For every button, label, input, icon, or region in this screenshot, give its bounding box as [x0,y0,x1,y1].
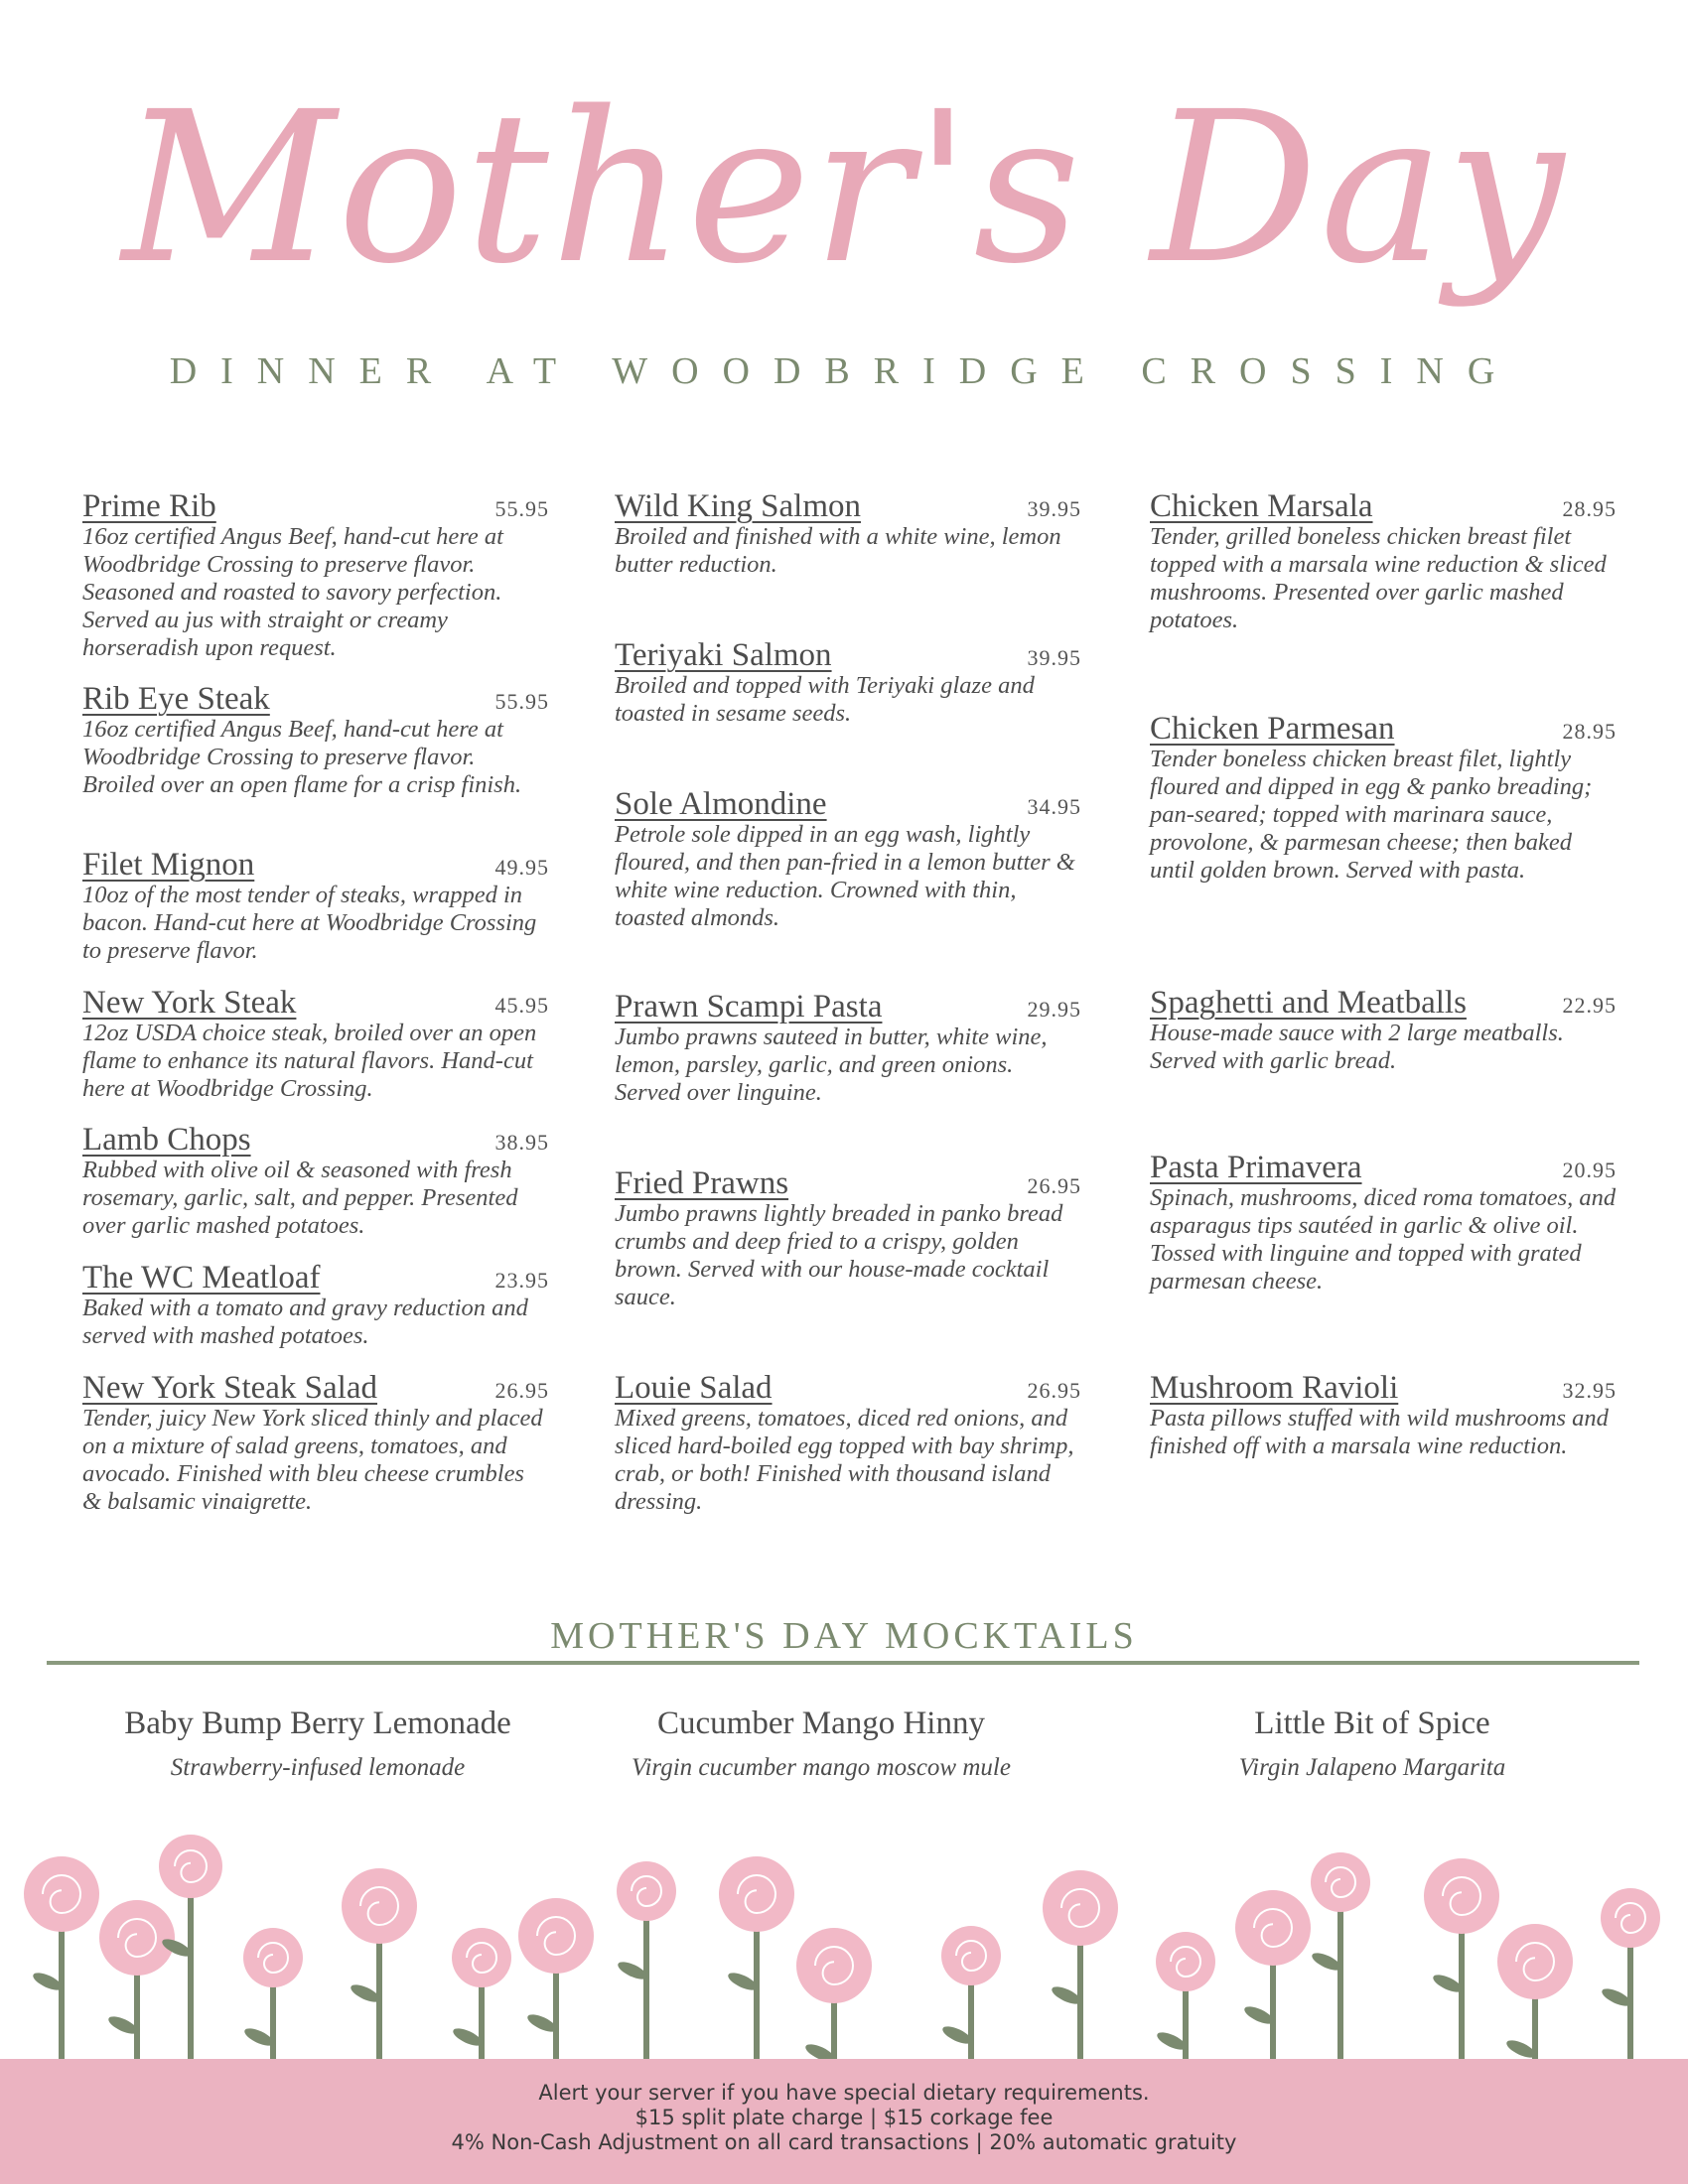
item-name: Teriyaki Salmon [615,637,832,673]
item-price: 34.95 [1027,794,1081,819]
item-price: 55.95 [494,689,549,714]
item-name: New York Steak Salad [82,1370,377,1406]
mocktail-name: Little Bit of Spice [1254,1706,1490,1741]
rose-bloom [452,1928,511,1987]
menu-item [82,1122,549,1240]
rose-bloom [99,1900,175,1976]
menu-item [1150,711,1617,885]
menu-item [615,1165,1081,1311]
menu-item [615,1370,1081,1516]
rose-bloom [719,1856,794,1932]
item-description: 10oz of the most tender of steaks, wrapped in bacon. Hand-cut here at Woodbridge Crossing to preserve flavor. [82,882,537,964]
menu-item [615,637,1081,728]
item-name: New York Steak [82,985,297,1021]
item-description: Tender, grilled boneless chicken breast filet topped with a marsala wine reduction & sliced mushrooms. Presented over garlic mashed potatoes. [1150,523,1607,633]
mocktail-name: Baby Bump Berry Lemonade [124,1706,511,1741]
mocktails-heading: MOTHER'S DAY MOCKTAILS [550,1615,1138,1657]
item-price: 28.95 [1562,719,1617,744]
item-price: 26.95 [1027,1173,1081,1198]
rose-group [24,1835,1660,2065]
item-description: 12oz USDA choice steak, broiled over an open flame to enhance its natural flavors. Hand-cut here at Woodbridge Crossing. [82,1020,537,1102]
rose-flower [796,1928,872,2065]
item-price: 38.95 [494,1130,549,1155]
item-price: 23.95 [494,1268,549,1293]
rose-bloom [243,1928,303,1987]
item-name: Fried Prawns [615,1165,789,1201]
footer-banner [0,2059,1688,2184]
item-name: Wild King Salmon [615,488,861,524]
menu-item [82,847,549,965]
menu-item [1150,488,1617,634]
item-name: Prawn Scampi Pasta [615,989,883,1024]
item-price: 22.95 [1562,993,1617,1018]
item-name: Lamb Chops [82,1122,251,1158]
rose-bloom [617,1861,676,1921]
menu-item [82,488,549,662]
item-name: Rib Eye Steak [82,681,270,717]
mocktails-divider [47,1661,1639,1665]
mocktail-item [1114,1706,1630,1782]
rose-flower [99,1900,175,2065]
item-description: House-made sauce with 2 large meatballs. Served with garlic bread. [1150,1020,1564,1074]
rose-flower [940,1926,1001,2065]
rose-bloom [1235,1890,1311,1966]
item-description: Pasta pillows stuffed with wild mushrooms and finished off with a marsala wine reduction. [1150,1405,1609,1459]
page-subtitle: DINNER AT WOODBRIDGE CROSSING [169,350,1519,392]
item-price: 39.95 [1027,496,1081,521]
mocktail-description: Virgin Jalapeno Margarita [1238,1754,1506,1781]
menu-item [82,1370,549,1516]
item-price: 32.95 [1562,1378,1617,1403]
rose-bloom [941,1926,1001,1985]
rose-bloom [1424,1858,1499,1934]
mocktail-item [60,1706,576,1782]
rose-bloom [1497,1924,1573,1999]
rose-flower [342,1868,417,2065]
rose-flower [616,1861,676,2065]
menu-item [615,989,1081,1107]
item-price: 20.95 [1562,1158,1617,1182]
item-name: Pasta Primavera [1150,1150,1362,1185]
item-name: Chicken Parmesan [1150,711,1395,747]
rose-bloom [1311,1852,1370,1912]
footer-line-gratuity: 4% Non-Cash Adjustment on all card transactions | 20% automatic gratuity [451,2130,1237,2154]
rose-bloom [24,1856,99,1932]
item-description: Tender boneless chicken breast filet, lightly floured and dipped in egg & panko breading; pan-seared; topped with marinara sauce, provolone, & parmesan cheese; then baked until golden brown. Served with pasta. [1150,746,1593,884]
menu-item [1150,1150,1617,1296]
item-description: Broiled and finished with a white wine, lemon butter reduction. [615,523,1061,578]
rose-flower [159,1835,222,2065]
item-price: 49.95 [494,855,549,880]
rose-flower [1155,1932,1215,2065]
item-name: Chicken Marsala [1150,488,1373,524]
item-description: Tender, juicy New York sliced thinly and placed on a mixture of salad greens, tomatoes, and avocado. Finished with bleu cheese crumbles & balsamic vinaigrette. [82,1405,543,1515]
item-price: 26.95 [494,1378,549,1403]
rose-bloom [342,1868,417,1944]
item-name: Mushroom Ravioli [1150,1370,1399,1406]
menu-item [82,985,549,1103]
rose-flower [1600,1888,1660,2065]
page-title: Mother's Day [121,67,1567,310]
item-description: Baked with a tomato and gravy reduction and served with mashed potatoes. [82,1295,528,1349]
rose-bloom [1156,1932,1215,1991]
item-price: 29.95 [1027,997,1081,1022]
rose-flower [1235,1890,1311,2065]
mocktail-description: Strawberry-infused lemonade [170,1754,466,1781]
menu-item [82,681,549,799]
rose-flower [1424,1858,1499,2065]
item-description: Jumbo prawns lightly breaded in panko bread crumbs and deep fried to a crispy, golden brown. Served with our house-made cocktail sauce. [615,1200,1063,1310]
item-description: Jumbo prawns sauteed in butter, white wine, lemon, parsley, garlic, and green onions. Served over linguine. [615,1024,1048,1106]
mocktail-name: Cucumber Mango Hinny [657,1706,985,1741]
roses-illustration [0,1827,1688,2065]
rose-flower [1310,1852,1370,2065]
item-name: Spaghetti and Meatballs [1150,985,1467,1021]
rose-flower [242,1928,303,2065]
mocktail-description: Virgin cucumber mango moscow mule [632,1754,1011,1781]
rose-bloom [796,1928,872,2003]
rose-bloom [518,1898,594,1974]
rose-flower [518,1898,594,2065]
item-price: 26.95 [1027,1378,1081,1403]
menu-item [615,488,1081,579]
item-description: 16oz certified Angus Beef, hand-cut here at Woodbridge Crossing to preserve flavor. Broiled over an open flame for a crisp finish. [82,716,522,798]
rose-flower [24,1856,99,2065]
item-description: 16oz certified Angus Beef, hand-cut here at Woodbridge Crossing to preserve flavor. Seasoned and roasted to savory perfection. Served au jus with straight or creamy horseradish upon request. [82,523,503,661]
item-name: Louie Salad [615,1370,773,1406]
item-price: 55.95 [494,496,549,521]
menu-item [82,1260,549,1350]
rose-bloom [1043,1870,1118,1946]
item-price: 45.95 [494,993,549,1018]
item-description: Mixed greens, tomatoes, diced red onions, and sliced hard-boiled egg topped with bay shrimp, crab, or both! Finished with thousand island dressing. [615,1405,1074,1515]
rose-flower [1497,1924,1573,2065]
rose-flower [451,1928,511,2065]
item-name: The WC Meatloaf [82,1260,321,1296]
mocktail-item [563,1706,1079,1782]
menu-item [615,786,1081,932]
item-price: 28.95 [1562,496,1617,521]
footer-line-charges: $15 split plate charge | $15 corkage fee [634,2106,1054,2129]
rose-bloom [1601,1888,1660,1948]
rose-flower [1043,1870,1118,2065]
item-name: Sole Almondine [615,786,827,822]
item-description: Broiled and topped with Teriyaki glaze and toasted in sesame seeds. [615,672,1035,727]
item-price: 39.95 [1027,645,1081,670]
item-description: Petrole sole dipped in an egg wash, lightly floured, and then pan-fried in a lemon butter & white wine reduction. Crowned with thin, toasted almonds. [615,821,1075,931]
item-name: Prime Rib [82,488,216,524]
item-name: Filet Mignon [82,847,255,883]
item-description: Rubbed with olive oil & seasoned with fresh rosemary, garlic, salt, and pepper. Presented over garlic mashed potatoes. [82,1157,518,1239]
menu-item [1150,985,1617,1075]
menu-item [1150,1370,1617,1460]
rose-flower [719,1856,794,2065]
item-description: Spinach, mushrooms, diced roma tomatoes, and asparagus tips sautéed in garlic & olive oil. Tossed with linguine and topped with grated parmesan cheese. [1150,1184,1617,1295]
rose-bloom [159,1835,222,1898]
footer-line-dietary: Alert your server if you have special dietary requirements. [538,2081,1150,2105]
